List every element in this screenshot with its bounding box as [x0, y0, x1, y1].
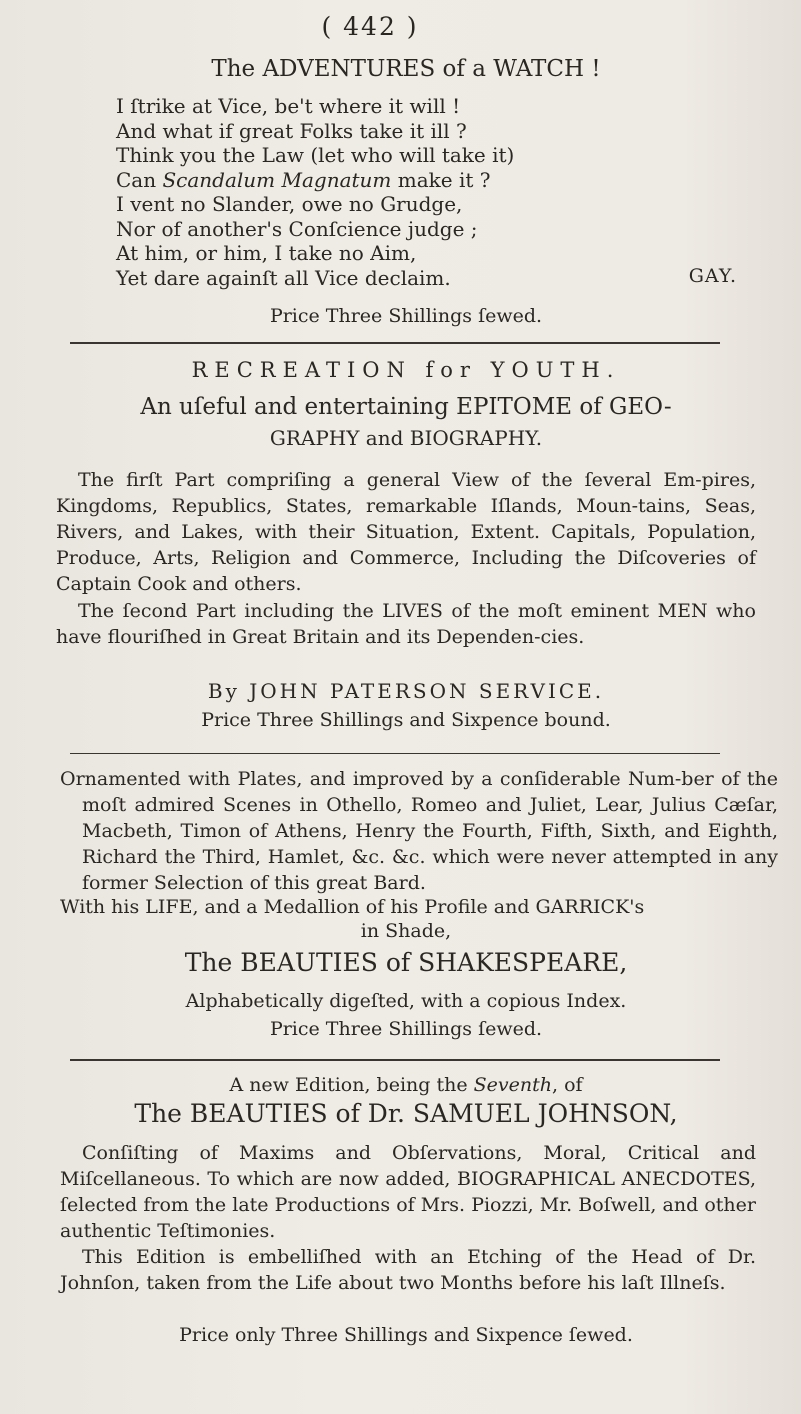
recreation-author: By JOHN PATERSON SERVICE.	[207, 679, 605, 703]
attribution: GAY.	[688, 265, 737, 287]
shakespeare-title: The BEAUTIES of SHAKESPEARE,	[184, 948, 628, 977]
divider	[70, 1059, 720, 1061]
recreation-subtitle-2: GRAPHY and BIOGRAPHY.	[269, 426, 543, 450]
page-number: ( 442 )	[321, 12, 419, 41]
shakespeare-digest: Alphabetically digeſted, with a copious Index.	[185, 990, 627, 1012]
shakespeare-in-shade: in Shade,	[360, 920, 452, 942]
verse-line: I ſtrike at Vice, be't where it will !	[116, 94, 461, 118]
recreation-paragraph: The ſecond Part including the LIVES of the moſt eminent MEN who have flouriſhed in Great Britain and its Dependen-cies.	[56, 600, 756, 648]
johnson-title: The BEAUTIES of Dr. SAMUEL JOHNSON,	[134, 1099, 678, 1128]
verse-line	[116, 266, 736, 291]
shakespeare-life-line: With his LIFE, and a Medallion of his Profile and GARRICK's	[60, 896, 645, 918]
verse-line: I vent no Slander, owe no Grudge,	[116, 192, 463, 216]
watch-price: Price Three Shillings ſewed.	[269, 305, 543, 327]
recreation-subtitle: An uſeful and entertaining EPITOME of GEO-	[140, 394, 672, 420]
johnson-edition: A new Edition, being the Seventh, of	[229, 1074, 583, 1096]
recreation-paragraph: The firſt Part compriſing a general View of the ſeveral Em-pires, Kingdoms, Republics, States, remarkable Iſlands, Moun-tains, Seas, Rivers, and Lakes, with their Situation, Extent. Capitals, Population, Produce, Arts, Religion and Commerce, Including the Diſcoveries of Captain Cook and others.	[56, 469, 756, 595]
recreation-title: RECREATION for YOUTH.	[191, 358, 621, 382]
divider	[70, 753, 720, 754]
divider	[70, 342, 720, 344]
watch-verse	[116, 94, 736, 290]
recreation-price: Price Three Shillings and Sixpence bound.	[201, 709, 611, 731]
verse-line: At him, or him, I take no Aim,	[116, 241, 417, 265]
verse-line: Think you the Law (let who will take it)	[116, 143, 515, 167]
verse-line: Can Scandalum Magnatum make it ?	[116, 167, 491, 192]
verse-last-text: Yet dare againſt all Vice declaim.	[116, 265, 451, 290]
johnson-paragraph: This Edition is embelliſhed with an Etching of the Head of Dr. Johnſon, taken from the Life about two Months before his laſt Illneſs.	[60, 1246, 756, 1294]
watch-title: The ADVENTURES of a WATCH !	[211, 56, 601, 82]
shakespeare-price: Price Three Shillings ſewed.	[269, 1018, 543, 1040]
johnson-price: Price only Three Shillings and Sixpence ſewed.	[179, 1324, 633, 1346]
shakespeare-paragraph: Ornamented with Plates, and improved by a conſiderable Num-ber of the moſt admired Scenes in Othello, Romeo and Juliet, Lear, Julius Cæſar, Macbeth, Timon of Athens, Henry the Fourth, Fifth, Sixth, and Eighth, Richard the Third, Hamlet, &c. &c. which were never attempted in any former Selection of this great Bard.	[60, 768, 778, 894]
johnson-paragraph: Conſiſting of Maxims and Obſervations, Moral, Critical and Miſcellaneous. To which are now added, BIOGRAPHICAL ANECDOTES, ſelected from the late Productions of Mrs. Piozzi, Mr. Boſwell, and other authentic Teſtimonies.	[60, 1142, 756, 1242]
verse-line: And what if great Folks take it ill ?	[116, 118, 467, 143]
verse-line: Nor of another's Conſcience judge ;	[116, 216, 478, 241]
